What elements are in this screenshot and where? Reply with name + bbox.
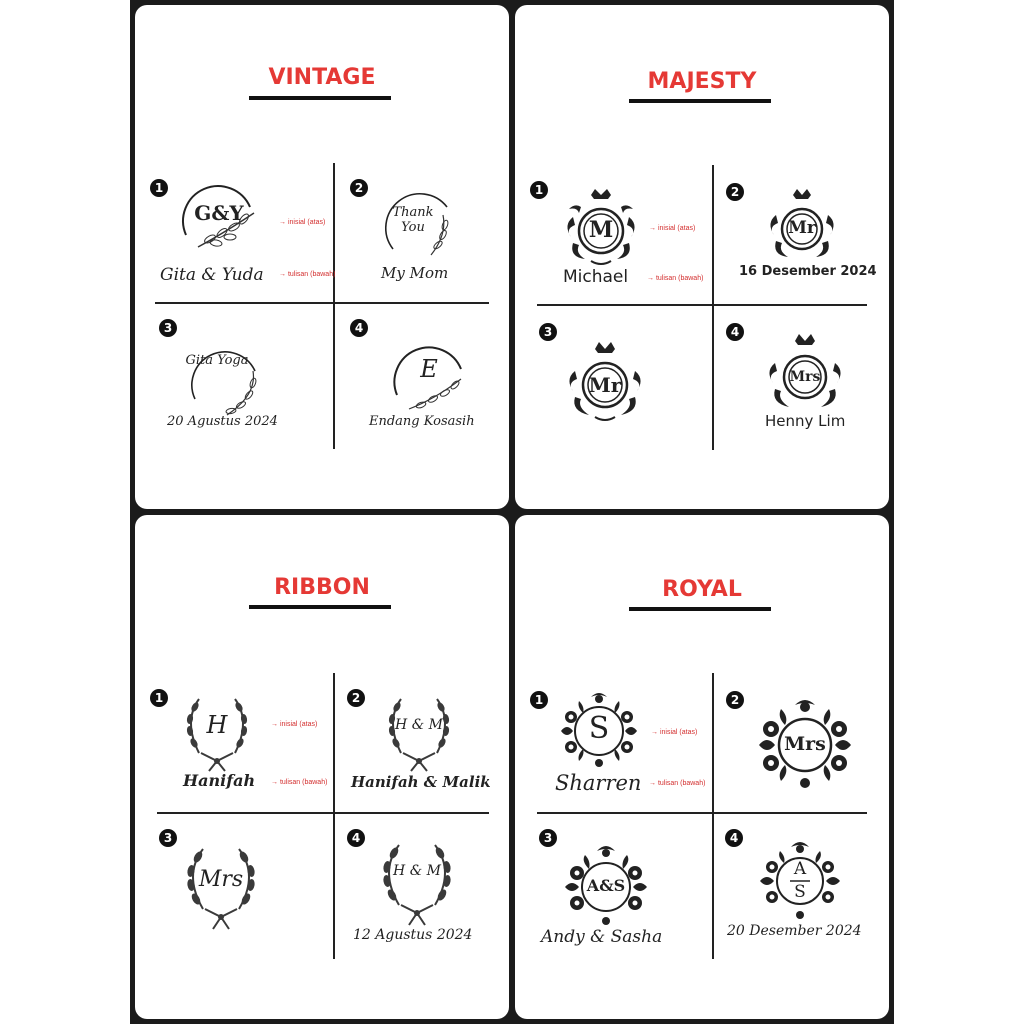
annotation-bottom: → tulisan (bawah) (647, 275, 704, 282)
monogram-initials: S (588, 711, 610, 746)
monogram-initials: H & M (393, 863, 441, 879)
annotation-top: → inisial (atas) (271, 721, 318, 728)
monogram-initials: A&S (586, 876, 626, 895)
grid-divider-horizontal (155, 302, 489, 304)
monogram-initials-top: A (793, 859, 807, 879)
monogram-initials: Thank You (392, 205, 434, 235)
ornate-crown-frame-icon (563, 339, 647, 423)
item-number: 2 (350, 179, 368, 197)
monogram-caption: Endang Kosasih (369, 414, 475, 429)
item-number: 1 (530, 691, 548, 709)
leaf-wreath-icon (187, 341, 263, 417)
monogram-caption: Hanifah (183, 771, 256, 790)
laurel-ribbon-icon (379, 691, 459, 771)
monogram-initials: Mrs (198, 867, 244, 892)
monogram-caption: 20 Desember 2024 (727, 923, 862, 939)
title-underline (249, 605, 391, 609)
monogram-caption: Andy & Sasha (541, 927, 663, 947)
damask-frame-icon (755, 693, 855, 793)
title-underline (629, 99, 771, 103)
monogram-initials: H & M (395, 717, 443, 733)
item-number: 1 (150, 689, 168, 707)
panel-majesty (515, 5, 889, 509)
grid-divider-vertical (712, 165, 714, 450)
monogram-caption: Gita & Yuda (160, 265, 264, 285)
item-number: 3 (159, 319, 177, 337)
monogram-initials-bottom: S (794, 882, 806, 902)
item-number: 2 (347, 689, 365, 707)
item-number: 2 (726, 691, 744, 709)
monogram-initials: Mrs (784, 733, 826, 755)
damask-frame-icon (757, 837, 843, 923)
item-number: 4 (347, 829, 365, 847)
monogram-caption: 20 Agustus 2024 (167, 414, 278, 429)
panel-title: MAJESTY (647, 69, 757, 94)
grid-divider-vertical (333, 163, 335, 449)
monogram-caption: Sharren (555, 771, 642, 795)
leaf-wreath-icon (389, 335, 469, 415)
monogram-initials: M (588, 217, 614, 243)
grid-divider-vertical (712, 673, 714, 959)
annotation-bottom: → tulisan (bawah) (271, 779, 328, 786)
annotation-top: → inisial (atas) (279, 219, 326, 226)
annotation-top: → inisial (atas) (649, 225, 696, 232)
panel-vintage (135, 5, 509, 509)
item-number: 4 (725, 829, 743, 847)
grid-divider-vertical (333, 673, 335, 959)
annotation-bottom: → tulisan (bawah) (649, 780, 706, 787)
monogram-initials: Mr (588, 373, 622, 397)
monogram-caption: 12 Agustus 2024 (353, 927, 473, 943)
grid-divider-horizontal (157, 812, 489, 814)
item-number: 4 (350, 319, 368, 337)
annotation-bottom: → tulisan (bawah) (279, 271, 336, 278)
grid-divider-horizontal (537, 304, 867, 306)
leaf-wreath-icon (383, 185, 459, 261)
damask-frame-icon (561, 841, 651, 931)
ornate-crown-frame-icon (762, 185, 842, 265)
panel-title: ROYAL (662, 577, 742, 602)
grid-divider-horizontal (537, 812, 867, 814)
monogram-initials: H (206, 711, 228, 739)
panel-title: RIBBON (274, 575, 370, 600)
monogram-caption: Michael (563, 267, 629, 287)
monogram-caption: My Mom (381, 264, 449, 282)
item-number: 1 (150, 179, 168, 197)
leaf-wreath-icon (180, 177, 258, 255)
laurel-ribbon-icon (177, 691, 257, 771)
item-number: 3 (159, 829, 177, 847)
item-number: 3 (539, 323, 557, 341)
damask-frame-icon (557, 689, 641, 773)
ornate-crown-frame-icon (561, 187, 641, 267)
panel-ribbon (135, 515, 509, 1019)
laurel-ribbon-icon (179, 841, 263, 929)
monogram-caption: Henny Lim (765, 412, 846, 430)
monogram-initials: Mrs (789, 369, 821, 385)
title-underline (629, 607, 771, 611)
monogram-initials: Mr (788, 218, 816, 238)
laurel-ribbon-icon (375, 837, 459, 925)
title-underline (249, 96, 391, 100)
item-number: 2 (726, 183, 744, 201)
item-number: 3 (539, 829, 557, 847)
monogram-caption: Hanifah & Malik (351, 773, 491, 791)
monogram-initials: Gita Yoga (185, 353, 249, 368)
item-number: 1 (530, 181, 548, 199)
monogram-initials: G&Y (194, 201, 244, 225)
panel-title: VINTAGE (268, 65, 376, 90)
annotation-top: → inisial (atas) (651, 729, 698, 736)
monogram-caption: 16 Desember 2024 (739, 264, 877, 279)
ornate-crown-frame-icon (763, 331, 847, 415)
item-number: 4 (726, 323, 744, 341)
monogram-initials: E (420, 355, 438, 383)
panel-royal (515, 515, 889, 1019)
